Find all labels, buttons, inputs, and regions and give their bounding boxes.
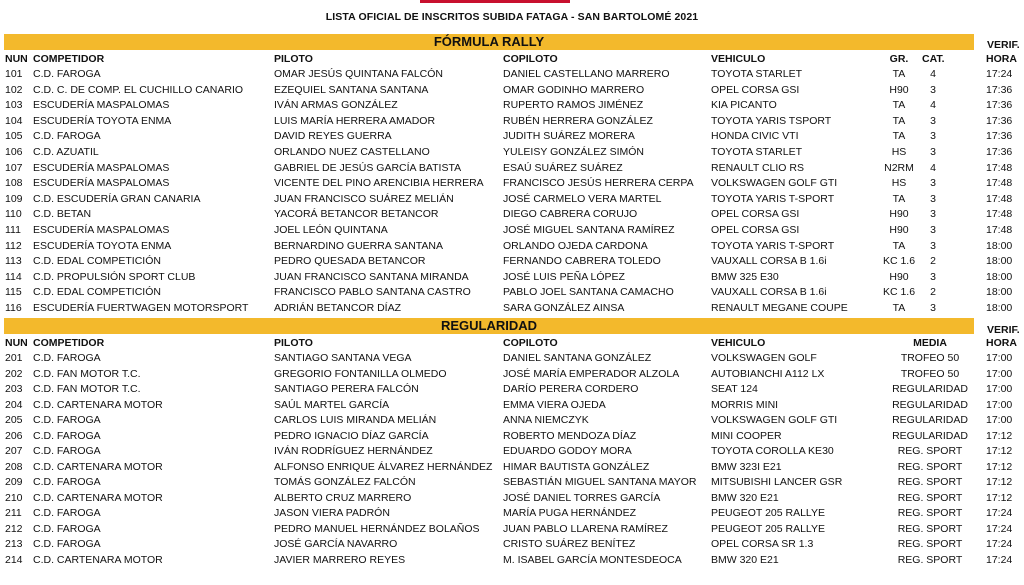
header-num: NUN bbox=[5, 337, 28, 349]
cell-cop: JUAN PABLO LLARENA RAMÍREZ bbox=[503, 522, 668, 535]
regularidad-verif-label: VERIF. bbox=[987, 324, 1020, 336]
cell-cop: SARA GONZÁLEZ AINSA bbox=[503, 302, 625, 314]
cell-hora: 17:36 bbox=[986, 114, 1013, 127]
cell-cop: DANIEL CASTELLANO MARRERO bbox=[503, 68, 670, 80]
header-vehiculo: VEHICULO bbox=[711, 53, 766, 65]
cell-num: 114 bbox=[5, 270, 22, 283]
cell-media: REGULARIDAD bbox=[892, 414, 968, 426]
cell-pil: JOEL LEÓN QUINTANA bbox=[274, 224, 388, 236]
cell-cop: ORLANDO OJEDA CARDONA bbox=[503, 239, 648, 252]
cell-comp: ESCUDERÍA MASPALOMAS bbox=[33, 224, 170, 236]
cell-veh: VAUXALL CORSA B 1.6i bbox=[711, 255, 827, 268]
cell-gr: KC 1.6 bbox=[882, 286, 916, 299]
cell-pil: JUAN FRANCISCO SUÁREZ MELIÁN bbox=[274, 192, 454, 205]
cell-gr: HS bbox=[891, 146, 907, 158]
cell-comp: C.D. FAROGA bbox=[33, 445, 101, 457]
cell-cop: FERNANDO CABRERA TOLEDO bbox=[503, 255, 661, 268]
cell-veh: PEUGEOT 205 RALLYE bbox=[711, 522, 825, 535]
cell-cop: FRANCISCO JESÚS HERRERA CERPA bbox=[503, 177, 694, 190]
cell-num: 107 bbox=[5, 161, 23, 174]
table-row bbox=[0, 114, 1024, 130]
cell-veh: RENAULT CLIO RS bbox=[711, 161, 804, 174]
cell-cop: ROBERTO MENDOZA DÍAZ bbox=[503, 429, 637, 442]
header-competidor: COMPETIDOR bbox=[33, 53, 105, 65]
table-row bbox=[0, 192, 1024, 208]
cell-pil: TOMÁS GONZÁLEZ FALCÓN bbox=[274, 476, 416, 488]
cell-num: 203 bbox=[5, 383, 23, 395]
cell-pil: SAÚL MARTEL GARCÍA bbox=[274, 398, 390, 411]
cell-gr: H90 bbox=[889, 224, 909, 236]
cell-comp: C.D. C. DE COMP. EL CUCHILLO CANARIO bbox=[33, 83, 244, 96]
table-row bbox=[0, 398, 1024, 414]
cell-cop: JOSÉ DANIEL TORRES GARCÍA bbox=[503, 491, 661, 504]
cell-gr: KC 1.6 bbox=[882, 255, 916, 268]
cell-pil: ALBERTO CRUZ MARRERO bbox=[274, 491, 412, 504]
table-row bbox=[0, 239, 1024, 255]
cell-num: 204 bbox=[5, 398, 23, 411]
cell-veh: VOLKSWAGEN GOLF bbox=[711, 352, 817, 364]
table-row bbox=[0, 367, 1024, 383]
cell-media: TROFEO 50 bbox=[900, 352, 960, 364]
cell-cop: JOSÉ MIGUEL SANTANA RAMÍREZ bbox=[503, 224, 675, 236]
cell-veh: OPEL CORSA GSI bbox=[711, 208, 800, 221]
cell-num: 112 bbox=[5, 239, 22, 252]
cell-hora: 17:24 bbox=[986, 522, 1013, 535]
cell-num: 113 bbox=[5, 255, 22, 268]
cell-veh: MINI COOPER bbox=[711, 429, 782, 442]
cell-hora: 17:24 bbox=[986, 538, 1013, 550]
table-row bbox=[0, 429, 1024, 445]
cell-hora: 18:00 bbox=[986, 286, 1013, 299]
cell-cop: JOSÉ CARMELO VERA MARTEL bbox=[503, 192, 662, 205]
cell-comp: C.D. EDAL COMPETICIÓN bbox=[33, 286, 161, 299]
cell-hora: 17:00 bbox=[986, 383, 1013, 395]
table-row bbox=[0, 301, 1024, 317]
cell-pil: BERNARDINO GUERRA SANTANA bbox=[274, 239, 443, 252]
cell-comp: C.D. EDAL COMPETICIÓN bbox=[33, 255, 161, 268]
cell-num: 116 bbox=[5, 302, 22, 314]
cell-veh: OPEL CORSA SR 1.3 bbox=[711, 538, 814, 550]
cell-pil: ORLANDO NUEZ CASTELLANO bbox=[274, 146, 430, 158]
cell-veh: MITSUBISHI LANCER GSR bbox=[711, 476, 843, 488]
cell-veh: TOYOTA STARLET bbox=[711, 68, 803, 80]
cell-num: 210 bbox=[5, 491, 23, 504]
cell-veh: HONDA CIVIC VTI bbox=[711, 130, 799, 143]
cell-comp: C.D. FAROGA bbox=[33, 352, 101, 364]
cell-comp: ESCUDERÍA FUERTWAGEN MOTORSPORT bbox=[33, 302, 249, 314]
cell-num: 110 bbox=[5, 208, 22, 221]
cell-pil: JUAN FRANCISCO SANTANA MIRANDA bbox=[274, 270, 469, 283]
cell-gr: TA bbox=[892, 99, 906, 112]
cell-num: 201 bbox=[5, 352, 23, 364]
cell-pil: CARLOS LUIS MIRANDA MELIÁN bbox=[274, 414, 437, 426]
cell-veh: SEAT 124 bbox=[711, 383, 758, 395]
cell-cop: MARÍA PUGA HERNÁNDEZ bbox=[503, 507, 637, 519]
cell-hora: 17:36 bbox=[986, 146, 1013, 158]
table-row bbox=[0, 176, 1024, 192]
cell-hora: 17:12 bbox=[986, 476, 1013, 488]
cell-hora: 17:24 bbox=[986, 507, 1013, 519]
cell-cat: 2 bbox=[930, 286, 936, 299]
table-row bbox=[0, 285, 1024, 301]
cell-veh: TOYOTA YARIS T-SPORT bbox=[711, 239, 835, 252]
cell-veh: TOYOTA COROLLA KE30 bbox=[711, 445, 834, 457]
table-row bbox=[0, 129, 1024, 145]
cell-veh: TOYOTA YARIS TSPORT bbox=[711, 114, 832, 127]
cell-comp: C.D. BETAN bbox=[33, 208, 92, 221]
cell-veh: TOYOTA STARLET bbox=[711, 146, 803, 158]
cell-cop: M. ISABEL GARCÍA MONTESDEOCA bbox=[503, 553, 682, 566]
cell-pil: JOSÉ GARCÍA NAVARRO bbox=[274, 538, 398, 550]
cell-hora: 17:00 bbox=[986, 398, 1013, 411]
cell-comp: C.D. FAROGA bbox=[33, 522, 101, 535]
cell-veh: AUTOBIANCHI A112 LX bbox=[711, 367, 825, 380]
header-hora: HORA bbox=[986, 337, 1017, 349]
cell-veh: PEUGEOT 205 RALLYE bbox=[711, 507, 825, 519]
cell-cop: DANIEL SANTANA GONZÁLEZ bbox=[503, 352, 652, 364]
cell-hora: 17:00 bbox=[986, 367, 1013, 380]
cell-num: 206 bbox=[5, 429, 23, 442]
cell-comp: C.D. FAROGA bbox=[33, 68, 101, 80]
cell-veh: VOLKSWAGEN GOLF GTI bbox=[711, 177, 838, 190]
cell-hora: 17:12 bbox=[986, 491, 1013, 504]
cell-comp: C.D. AZUATIL bbox=[33, 146, 99, 158]
cell-pil: PEDRO IGNACIO DÍAZ GARCÍA bbox=[274, 429, 429, 442]
cell-veh: TOYOTA YARIS T-SPORT bbox=[711, 192, 835, 205]
cell-hora: 18:00 bbox=[986, 270, 1013, 283]
cell-hora: 17:12 bbox=[986, 429, 1013, 442]
cell-cat: 4 bbox=[930, 99, 936, 112]
cell-comp: C.D. CARTENARA MOTOR bbox=[33, 398, 163, 411]
cell-veh: RENAULT MEGANE COUPE bbox=[711, 302, 848, 314]
cell-cat: 3 bbox=[930, 302, 936, 314]
header-grupo: GR. bbox=[889, 53, 909, 65]
table-row bbox=[0, 223, 1024, 239]
cell-pil: SANTIAGO SANTANA VEGA bbox=[274, 352, 412, 364]
cell-num: 105 bbox=[5, 130, 23, 143]
cell-cat: 3 bbox=[930, 146, 936, 158]
cell-cop: EDUARDO GODOY MORA bbox=[503, 445, 632, 457]
cell-gr: N2RM bbox=[884, 161, 914, 174]
cell-media: REG. SPORT bbox=[897, 507, 963, 519]
cell-hora: 17:00 bbox=[986, 414, 1013, 426]
header-competidor: COMPETIDOR bbox=[33, 337, 105, 349]
cell-cop: HIMAR BAUTISTA GONZÁLEZ bbox=[503, 460, 650, 473]
cell-veh: MORRIS MINI bbox=[711, 398, 779, 411]
header-copiloto: COPILOTO bbox=[503, 53, 558, 65]
cell-num: 214 bbox=[5, 553, 23, 566]
cell-media: REG. SPORT bbox=[897, 553, 963, 566]
cell-comp: ESCUDERÍA TOYOTA ENMA bbox=[33, 114, 172, 127]
cell-media: REG. SPORT bbox=[897, 460, 963, 473]
cell-veh: BMW 323I E21 bbox=[711, 460, 782, 473]
cell-pil: OMAR JESÚS QUINTANA FALCÓN bbox=[274, 68, 443, 80]
cell-cop: JOSÉ MARÍA EMPERADOR ALZOLA bbox=[503, 367, 680, 380]
cell-media: REGULARIDAD bbox=[892, 383, 968, 395]
cell-gr: TA bbox=[892, 130, 906, 143]
cell-num: 207 bbox=[5, 445, 23, 457]
cell-pil: JAVIER MARRERO REYES bbox=[274, 553, 406, 566]
cell-media: REG. SPORT bbox=[897, 491, 963, 504]
cell-gr: TA bbox=[892, 114, 906, 127]
cell-hora: 17:36 bbox=[986, 99, 1013, 112]
cell-comp: C.D. FAN MOTOR T.C. bbox=[33, 367, 141, 380]
header-categoria: CAT. bbox=[922, 53, 945, 65]
cell-veh: VOLKSWAGEN GOLF GTI bbox=[711, 414, 838, 426]
cell-hora: 17:48 bbox=[986, 192, 1013, 205]
cell-cat: 3 bbox=[930, 270, 936, 283]
cell-cop: CRISTO SUÁREZ BENÍTEZ bbox=[503, 538, 636, 550]
table-row bbox=[0, 537, 1024, 553]
header-num: NUN bbox=[5, 53, 28, 65]
cell-hora: 18:00 bbox=[986, 302, 1013, 314]
cell-num: 211 bbox=[5, 507, 22, 519]
cell-gr: TA bbox=[892, 68, 906, 80]
cell-pil: ALFONSO ENRIQUE ÁLVAREZ HERNÁNDEZ bbox=[274, 460, 493, 473]
cell-comp: ESCUDERÍA MASPALOMAS bbox=[33, 99, 170, 112]
cell-cop: EMMA VIERA OJEDA bbox=[503, 398, 606, 411]
cell-cop: SEBASTIÁN MIGUEL SANTANA MAYOR bbox=[503, 476, 697, 488]
cell-comp: C.D. FAROGA bbox=[33, 429, 101, 442]
cell-num: 106 bbox=[5, 146, 23, 158]
cell-comp: ESCUDERÍA MASPALOMAS bbox=[33, 161, 170, 174]
table-row bbox=[0, 522, 1024, 538]
cell-num: 205 bbox=[5, 414, 23, 426]
cell-hora: 18:00 bbox=[986, 239, 1013, 252]
top-accent-bar bbox=[420, 0, 570, 3]
cell-comp: ESCUDERÍA TOYOTA ENMA bbox=[33, 239, 172, 252]
cell-comp: C.D. CARTENARA MOTOR bbox=[33, 460, 163, 473]
cell-gr: TA bbox=[892, 302, 906, 314]
table-row bbox=[0, 145, 1024, 161]
cell-num: 115 bbox=[5, 286, 22, 299]
cell-pil: VICENTE DEL PINO ARENCIBIA HERRERA bbox=[274, 177, 484, 190]
cell-veh: OPEL CORSA GSI bbox=[711, 224, 800, 236]
cell-comp: C.D. FAROGA bbox=[33, 507, 101, 519]
table-row bbox=[0, 351, 1024, 367]
cell-hora: 17:36 bbox=[986, 83, 1013, 96]
regularidad-title: REGULARIDAD bbox=[440, 318, 538, 333]
header-piloto: PILOTO bbox=[274, 337, 313, 349]
formula-rally-header-row bbox=[0, 52, 1024, 67]
cell-gr: TA bbox=[892, 192, 906, 205]
cell-comp: C.D. CARTENARA MOTOR bbox=[33, 553, 163, 566]
cell-cop: JUDITH SUÁREZ MORERA bbox=[503, 130, 635, 143]
cell-cat: 3 bbox=[930, 239, 936, 252]
cell-hora: 17:48 bbox=[986, 224, 1013, 236]
cell-num: 111 bbox=[5, 224, 21, 236]
cell-num: 103 bbox=[5, 99, 23, 112]
cell-cop: YULEISY GONZÁLEZ SIMÓN bbox=[503, 146, 645, 158]
header-media: MEDIA bbox=[913, 337, 947, 349]
cell-pil: SANTIAGO PERERA FALCÓN bbox=[274, 383, 419, 395]
cell-media: REG. SPORT bbox=[897, 476, 963, 488]
table-row bbox=[0, 475, 1024, 491]
cell-pil: EZEQUIEL SANTANA SANTANA bbox=[274, 83, 429, 96]
cell-cat: 2 bbox=[930, 255, 936, 268]
cell-cat: 4 bbox=[930, 68, 936, 80]
cell-cop: JOSÉ LUIS PEÑA LÓPEZ bbox=[503, 270, 625, 283]
cell-cat: 4 bbox=[930, 161, 936, 174]
formula-rally-title: FÓRMULA RALLY bbox=[433, 34, 545, 49]
cell-comp: C.D. ESCUDERÍA GRAN CANARIA bbox=[33, 192, 201, 205]
cell-num: 209 bbox=[5, 476, 23, 488]
cell-comp: C.D. PROPULSIÓN SPORT CLUB bbox=[33, 270, 196, 283]
cell-cat: 3 bbox=[930, 208, 936, 221]
cell-gr: H90 bbox=[889, 208, 909, 221]
cell-pil: LUIS MARÍA HERRERA AMADOR bbox=[274, 114, 436, 127]
cell-pil: PEDRO QUESADA BETANCOR bbox=[274, 255, 426, 268]
cell-cat: 3 bbox=[930, 130, 936, 143]
cell-pil: IVÁN ARMAS GONZÁLEZ bbox=[274, 99, 398, 112]
cell-num: 208 bbox=[5, 460, 23, 473]
cell-hora: 17:48 bbox=[986, 161, 1013, 174]
cell-num: 202 bbox=[5, 367, 23, 380]
cell-comp: C.D. FAN MOTOR T.C. bbox=[33, 383, 141, 395]
cell-veh: OPEL CORSA GSI bbox=[711, 83, 800, 96]
cell-cop: PABLO JOEL SANTANA CAMACHO bbox=[503, 286, 674, 299]
cell-comp: ESCUDERÍA MASPALOMAS bbox=[33, 177, 170, 190]
header-vehiculo: VEHICULO bbox=[711, 337, 766, 349]
table-row bbox=[0, 83, 1024, 99]
cell-hora: 17:24 bbox=[986, 68, 1013, 80]
cell-comp: C.D. FAROGA bbox=[33, 476, 101, 488]
header-hora: HORA bbox=[986, 53, 1017, 65]
cell-comp: C.D. FAROGA bbox=[33, 538, 101, 550]
table-row bbox=[0, 506, 1024, 522]
cell-gr: H90 bbox=[889, 83, 909, 96]
cell-cat: 3 bbox=[930, 83, 936, 96]
cell-hora: 17:48 bbox=[986, 177, 1013, 190]
table-row bbox=[0, 413, 1024, 429]
formula-rally-verif-label: VERIF. bbox=[987, 39, 1020, 51]
cell-cop: RUPERTO RAMOS JIMÉNEZ bbox=[503, 99, 644, 112]
cell-cop: OMAR GODINHO MARRERO bbox=[503, 83, 645, 96]
cell-veh: KIA PICANTO bbox=[711, 99, 777, 112]
cell-hora: 18:00 bbox=[986, 255, 1013, 268]
cell-num: 102 bbox=[5, 83, 23, 96]
table-row bbox=[0, 460, 1024, 476]
table-row bbox=[0, 161, 1024, 177]
table-row bbox=[0, 254, 1024, 270]
table-row bbox=[0, 207, 1024, 223]
cell-veh: BMW 320 E21 bbox=[711, 553, 779, 566]
cell-media: REG. SPORT bbox=[897, 522, 963, 535]
cell-gr: TA bbox=[892, 239, 906, 252]
cell-pil: DAVID REYES GUERRA bbox=[274, 130, 392, 143]
cell-veh: BMW 320 E21 bbox=[711, 491, 779, 504]
cell-pil: ADRIÁN BETANCOR DÍAZ bbox=[274, 302, 401, 314]
table-row bbox=[0, 553, 1024, 569]
cell-num: 213 bbox=[5, 538, 23, 550]
cell-cat: 3 bbox=[930, 114, 936, 127]
cell-veh: BMW 325 E30 bbox=[711, 270, 779, 283]
cell-num: 108 bbox=[5, 177, 23, 190]
cell-num: 212 bbox=[5, 522, 23, 535]
cell-cop: DARÍO PERERA CORDERO bbox=[503, 383, 639, 395]
cell-veh: VAUXALL CORSA B 1.6i bbox=[711, 286, 827, 299]
cell-media: TROFEO 50 bbox=[900, 367, 960, 380]
cell-hora: 17:36 bbox=[986, 130, 1013, 143]
cell-cop: DIEGO CABRERA CORUJO bbox=[503, 208, 638, 221]
cell-hora: 17:48 bbox=[986, 208, 1013, 221]
cell-cop: ESAÚ SUÁREZ SUÁREZ bbox=[503, 161, 623, 174]
cell-pil: FRANCISCO PABLO SANTANA CASTRO bbox=[274, 286, 471, 299]
cell-hora: 17:12 bbox=[986, 445, 1013, 457]
cell-media: REG. SPORT bbox=[897, 445, 963, 457]
table-row bbox=[0, 270, 1024, 286]
page-title: LISTA OFICIAL DE INSCRITOS SUBIDA FATAGA - SAN BARTOLOMÉ 2021 bbox=[325, 11, 699, 23]
cell-pil: PEDRO MANUEL HERNÁNDEZ BOLAÑOS bbox=[274, 522, 480, 535]
cell-num: 101 bbox=[5, 68, 23, 80]
cell-pil: GREGORIO FONTANILLA OLMEDO bbox=[274, 367, 447, 380]
cell-cop: RUBÉN HERRERA GONZÁLEZ bbox=[503, 114, 653, 127]
cell-gr: HS bbox=[891, 177, 907, 190]
cell-hora: 17:12 bbox=[986, 460, 1013, 473]
cell-cat: 3 bbox=[930, 177, 936, 190]
cell-media: REGULARIDAD bbox=[892, 429, 968, 442]
header-piloto: PILOTO bbox=[274, 53, 313, 65]
cell-comp: C.D. CARTENARA MOTOR bbox=[33, 491, 163, 504]
header-copiloto: COPILOTO bbox=[503, 337, 558, 349]
cell-cop: ANNA NIEMCZYK bbox=[503, 414, 589, 426]
cell-pil: GABRIEL DE JESÚS GARCÍA BATISTA bbox=[274, 161, 462, 174]
table-row bbox=[0, 98, 1024, 114]
cell-pil: JASON VIERA PADRÓN bbox=[274, 507, 390, 519]
table-row bbox=[0, 382, 1024, 398]
cell-cat: 3 bbox=[930, 224, 936, 236]
cell-num: 109 bbox=[5, 192, 23, 205]
table-row bbox=[0, 67, 1024, 83]
table-row bbox=[0, 444, 1024, 460]
cell-num: 104 bbox=[5, 114, 23, 127]
cell-hora: 17:24 bbox=[986, 553, 1013, 566]
cell-comp: C.D. FAROGA bbox=[33, 130, 101, 143]
cell-hora: 17:00 bbox=[986, 352, 1013, 364]
cell-cat: 3 bbox=[930, 192, 936, 205]
cell-comp: C.D. FAROGA bbox=[33, 414, 101, 426]
regularidad-header-row bbox=[0, 336, 1024, 351]
cell-media: REGULARIDAD bbox=[892, 398, 968, 411]
cell-media: REG. SPORT bbox=[897, 538, 963, 550]
cell-pil: YACORÁ BETANCOR BETANCOR bbox=[274, 208, 439, 221]
cell-gr: H90 bbox=[889, 270, 909, 283]
table-row bbox=[0, 491, 1024, 507]
cell-pil: IVÁN RODRÍGUEZ HERNÁNDEZ bbox=[274, 445, 433, 457]
